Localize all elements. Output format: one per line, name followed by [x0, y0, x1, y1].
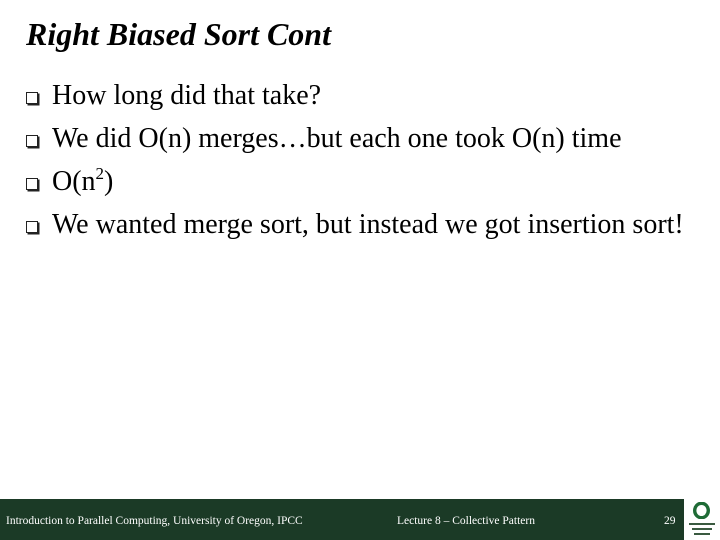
bullet-item	[26, 164, 716, 200]
oregon-o-icon	[693, 502, 710, 519]
bullet-text: We did O(n) merges…but each one took O(n) time	[52, 123, 622, 154]
footer-lecture: Lecture 8 – Collective Pattern	[397, 515, 535, 527]
footer-course: Introduction to Parallel Computing, University of Oregon, IPCC	[6, 515, 303, 527]
checkbox-bullet-icon	[26, 78, 52, 114]
slide-title: Right Biased Sort Cont	[26, 16, 331, 52]
bullet-text-before: O(n	[52, 166, 96, 197]
university-logo	[684, 499, 720, 540]
checkbox-bullet-icon	[26, 207, 52, 243]
checkbox-bullet-icon	[26, 164, 52, 200]
bullet-text: We wanted merge sort, but instead we got insertion sort!	[52, 209, 684, 240]
bullet-text	[52, 164, 716, 200]
footer-bar	[0, 499, 684, 540]
checkbox-bullet-icon	[26, 121, 52, 157]
bullet-list	[26, 78, 716, 250]
page-number: 29	[664, 515, 676, 527]
bullet-text: How long did that take?	[52, 80, 322, 111]
bullet-item	[26, 78, 716, 114]
bullet-text-after: )	[104, 166, 114, 197]
bullet-item	[26, 121, 716, 157]
bullet-superscript: 2	[95, 164, 105, 183]
bullet-item	[26, 207, 716, 243]
logo-wordmark	[689, 523, 715, 538]
